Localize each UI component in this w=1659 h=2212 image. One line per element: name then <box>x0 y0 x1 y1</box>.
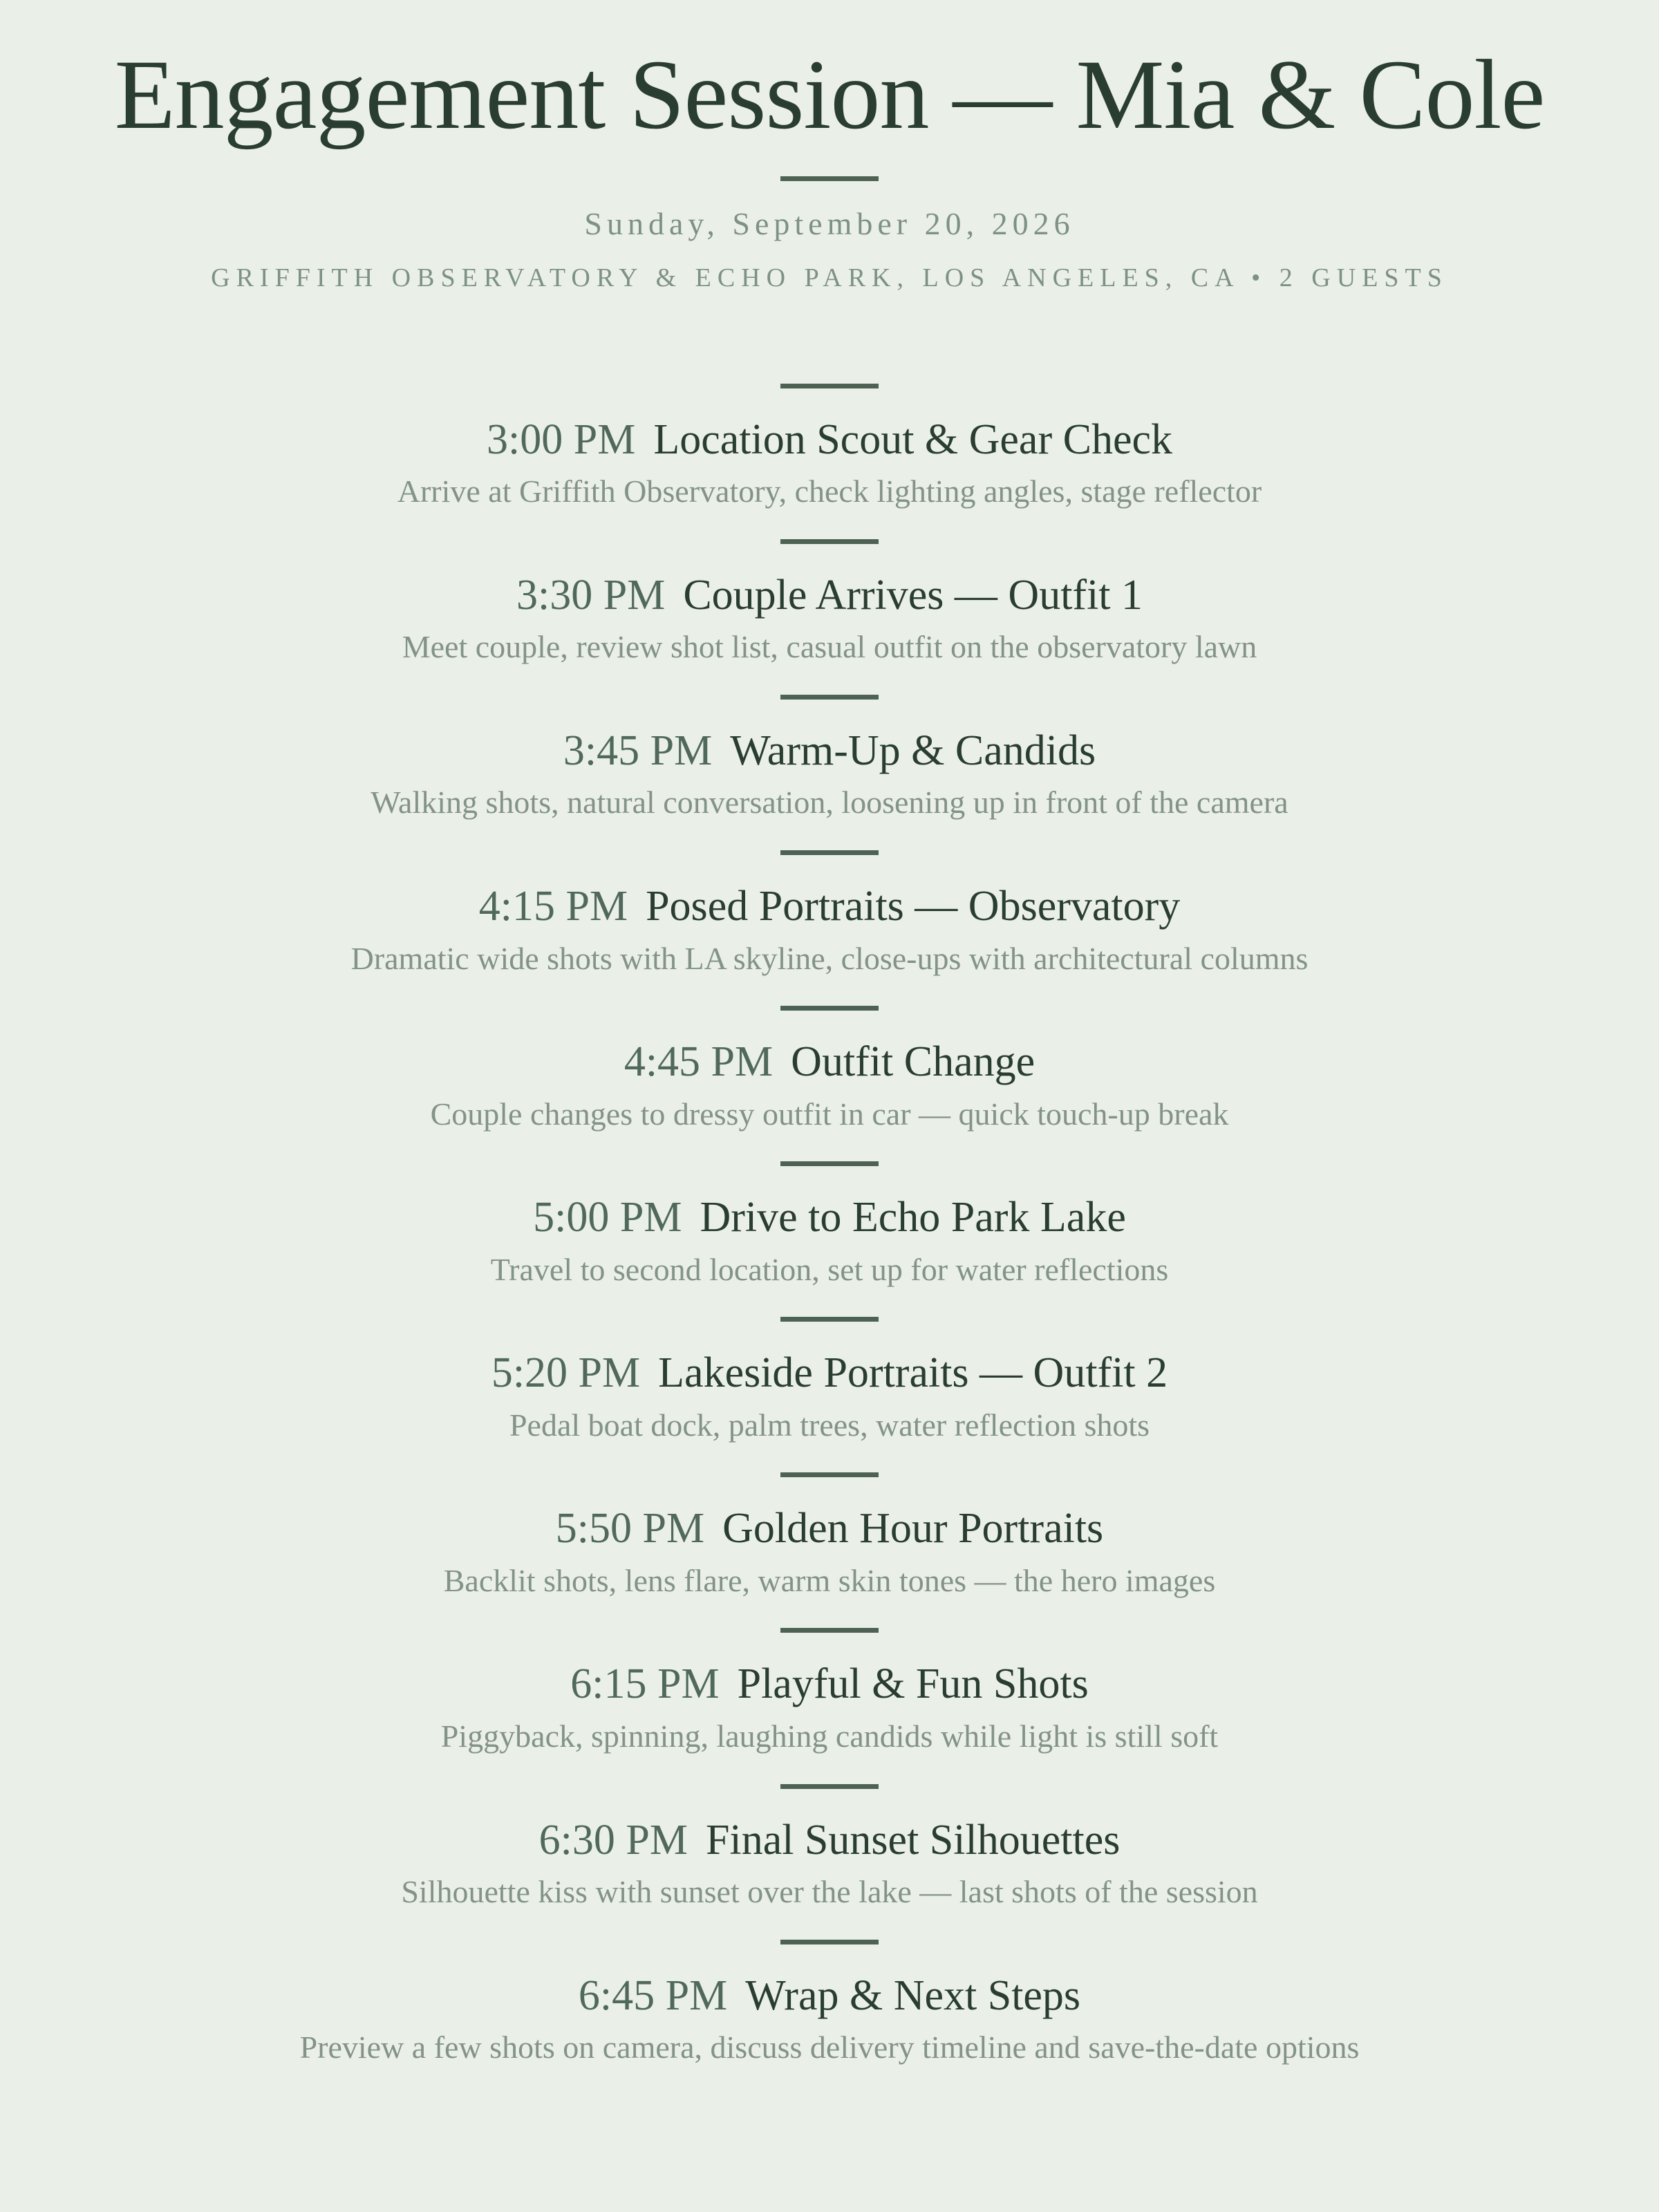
schedule-item <box>0 850 1659 978</box>
item-divider <box>780 1317 879 1322</box>
schedule-item <box>0 1317 1659 1445</box>
item-time: 6:30 PM <box>538 1816 688 1864</box>
schedule-item <box>0 1161 1659 1289</box>
item-heading <box>0 1968 1659 2024</box>
item-time: 5:20 PM <box>491 1349 641 1397</box>
item-description: Piggyback, spinning, laughing candids while light is still soft <box>440 1718 1219 1754</box>
item-description: Preview a few shots on camera, discuss delivery timeline and save-the-date options <box>299 2030 1360 2065</box>
item-title: Playful & Fun Shots <box>737 1660 1089 1708</box>
item-description: Pedal boat dock, palm trees, water reflection shots <box>509 1407 1150 1443</box>
item-divider <box>780 1472 879 1477</box>
event-date: Sunday, September 20, 2026 <box>584 205 1075 241</box>
item-time: 4:15 PM <box>478 882 628 930</box>
page-title: Engagement Session — Mia & Cole <box>114 40 1545 150</box>
item-heading <box>0 1190 1659 1246</box>
item-heading <box>0 1812 1659 1868</box>
title-divider <box>780 176 879 181</box>
schedule-item <box>0 1628 1659 1756</box>
item-description: Arrive at Griffith Observatory, check lighting angles, stage reflector <box>397 474 1262 509</box>
item-description: Travel to second location, set up for water reflections <box>490 1251 1169 1287</box>
item-time: 3:45 PM <box>563 727 713 774</box>
item-title: Drive to Echo Park Lake <box>700 1194 1126 1241</box>
item-divider <box>780 1006 879 1011</box>
item-heading <box>0 879 1659 935</box>
item-heading <box>0 1345 1659 1401</box>
item-divider <box>780 850 879 855</box>
item-title: Posed Portraits — Observatory <box>646 882 1181 930</box>
schedule-item <box>0 539 1659 667</box>
item-heading <box>0 723 1659 779</box>
item-divider <box>780 695 879 700</box>
item-title: Wrap & Next Steps <box>745 1971 1081 2019</box>
item-title: Outfit Change <box>791 1038 1035 1086</box>
item-divider <box>780 1161 879 1166</box>
item-heading <box>0 1501 1659 1557</box>
schedule-item <box>0 1006 1659 1134</box>
item-heading <box>0 1656 1659 1712</box>
item-divider <box>780 539 879 544</box>
item-title: Location Scout & Gear Check <box>653 415 1172 463</box>
item-time: 6:15 PM <box>570 1660 720 1708</box>
item-time: 3:30 PM <box>516 571 666 619</box>
schedule-item <box>0 695 1659 823</box>
item-heading <box>0 1034 1659 1090</box>
item-title: Lakeside Portraits — Outfit 2 <box>658 1349 1168 1397</box>
item-divider <box>780 1940 879 1944</box>
item-divider <box>780 1628 879 1633</box>
item-title: Couple Arrives — Outfit 1 <box>683 571 1143 619</box>
schedule-item <box>0 1940 1659 2068</box>
schedule-item <box>0 1784 1659 1912</box>
item-title: Golden Hour Portraits <box>722 1505 1104 1553</box>
item-heading <box>0 412 1659 468</box>
schedule <box>0 384 1659 2068</box>
item-description: Meet couple, review shot list, casual outfit on the observatory lawn <box>402 629 1257 665</box>
item-description: Couple changes to dressy outfit in car — quick touch-up break <box>430 1096 1229 1132</box>
item-time: 5:50 PM <box>555 1505 705 1553</box>
item-time: 6:45 PM <box>578 1971 728 2019</box>
item-divider <box>780 384 879 388</box>
schedule-item <box>0 384 1659 512</box>
item-heading <box>0 568 1659 624</box>
item-title: Warm-Up & Candids <box>730 727 1096 774</box>
item-time: 5:00 PM <box>533 1194 682 1241</box>
item-title: Final Sunset Silhouettes <box>705 1816 1121 1864</box>
item-time: 4:45 PM <box>624 1038 774 1086</box>
event-location: GRIFFITH OBSERVATORY & ECHO PARK, LOS ANGELES, CA • 2 GUESTS <box>211 263 1448 292</box>
item-description: Dramatic wide shots with LA skyline, close-ups with architectural columns <box>350 940 1309 976</box>
schedule-item <box>0 1472 1659 1600</box>
item-description: Backlit shots, lens flare, warm skin tones — the hero images <box>443 1562 1216 1598</box>
item-divider <box>780 1784 879 1789</box>
item-description: Silhouette kiss with sunset over the lake — last shots of the session <box>401 1874 1258 1910</box>
item-description: Walking shots, natural conversation, loosening up in front of the camera <box>371 785 1288 821</box>
item-time: 3:00 PM <box>486 415 636 463</box>
